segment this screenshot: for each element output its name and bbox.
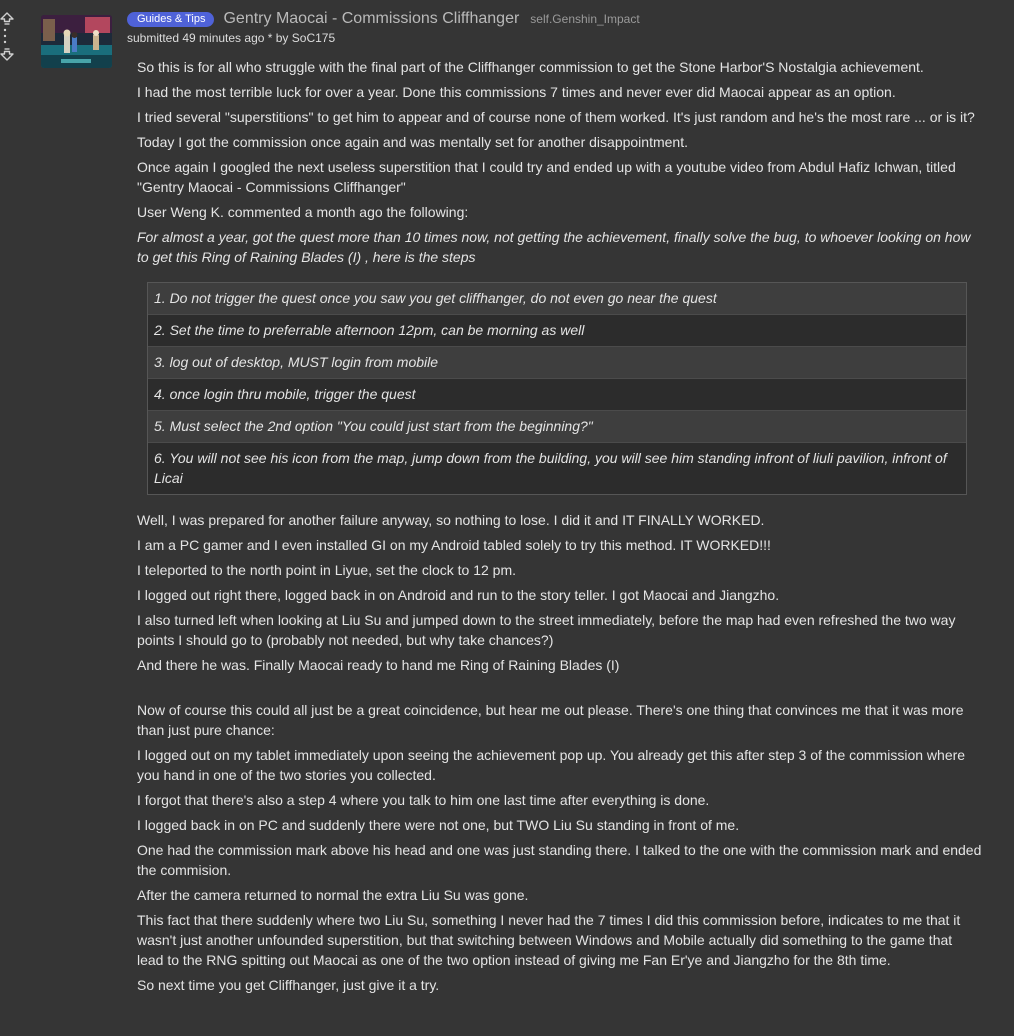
body-paragraph: I am a PC gamer and I even installed GI on my Android tabled solely to try this method. IT WORKED!!! [137,537,771,553]
body-paragraph: Today I got the commission once again and was mentally set for another disappointment. [137,134,688,150]
steps-table [147,282,967,495]
body-paragraph: I had the most terrible luck for over a year. Done this commissions 7 times and never ever did Maocai appear as an option. [137,84,896,100]
body-paragraph: After the camera returned to normal the extra Liu Su was gone. [137,887,529,903]
upvote-arrow-icon[interactable] [0,12,14,26]
author-link[interactable]: SoC175 [291,31,336,45]
flair-badge[interactable]: Guides & Tips [127,12,214,27]
step-row: 1. Do not trigger the quest once you saw you get cliffhanger, do not even go near the quest [148,283,966,315]
body-paragraph: I teleported to the north point in Liyue, set the clock to 12 pm. [137,562,517,578]
quoted-comment: For almost a year, got the quest more than 10 times now, not getting the achievement, finally solve the bug, to whoever looking on how to get this Ring of Raining Blades (I) , here is the steps [137,229,971,265]
body-paragraph: I logged out on my tablet immediately upon seeing the achievement pop up. You already get this after step 3 of the commission where you hand in one of the two stories you collected. [137,747,966,783]
step-row: 2. Set the time to preferrable afternoon 12pm, can be morning as well [148,315,966,347]
score-dots-icon [3,27,7,45]
step-row: 4. once login thru mobile, trigger the quest [148,379,966,411]
body-paragraph: So next time you get Cliffhanger, just give it a try. [137,977,440,993]
post-tagline [127,31,1004,45]
body-paragraph: I logged back in on PC and suddenly there were not one, but TWO Liu Su standing in front of me. [137,817,740,833]
body-paragraph: Now of course this could all just be a great coincidence, but hear me out please. There's one thing that convinces me that it was more than just pure chance: [137,702,964,738]
post-thumbnail[interactable] [41,15,112,68]
downvote-arrow-icon[interactable] [0,47,14,61]
post-title[interactable]: Gentry Maocai - Commissions Cliffhanger [223,10,520,27]
step-row: 3. log out of desktop, MUST login from mobile [148,347,966,379]
body-paragraph: I forgot that there's also a step 4 where you talk to him one last time after everything is done. [137,792,710,808]
body-paragraph: This fact that there suddenly where two Liu Su, something I never had the 7 times I did this commission before, indicates to me that it wasn't just another unfounded superstition, but that switching between Windows and Mobile actually did something to the game that lead to the RNG spitting out Maocai as one of the two option instead of giving me Fan Er'ye and Jiangzho for the 8th time. [137,912,961,968]
body-paragraph: So this is for all who struggle with the final part of the Cliffhanger commission to get the Stone Harbor'S Nostalgia achievement. [137,59,924,75]
body-paragraph: Well, I was prepared for another failure anyway, so nothing to lose. I did it and IT FINALLY WORKED. [137,512,765,528]
post-body [137,57,982,1000]
paragraph-spacer [137,680,982,700]
submitted-text: submitted 49 minutes ago * by [127,31,289,45]
body-paragraph: Once again I googled the next useless superstition that I could try and ended up with a youtube video from Abdul Hafiz Ichwan, titled "Gentry Maocai - Commissions Cliffhanger" [137,159,956,195]
body-paragraph: I logged out right there, logged back in on Android and run to the story teller. I got Maocai and Jiangzho. [137,587,780,603]
body-paragraph: I tried several "superstitions" to get him to appear and of course none of them worked. It's just random and he's the most rare ... or is it? [137,109,975,125]
post-domain[interactable]: self.Genshin_Impact [530,12,640,26]
post-header [127,9,1004,45]
body-paragraph: I also turned left when looking at Liu Su and jumped down to the street immediately, before the map had even refreshed the two way points I should go to (probably not needed, but why take chances?) [137,612,956,648]
body-paragraph: One had the commission mark above his head and one was just standing there. I talked to the one with the commission mark and ended the commision. [137,842,982,878]
vote-column [0,12,14,61]
step-row: 5. Must select the 2nd option "You could just start from the beginning?" [148,411,966,443]
title-line [127,9,1004,29]
step-row: 6. You will not see his icon from the map, jump down from the building, you will see him standing infront of liuli pavilion, infront of Licai [148,443,966,494]
body-paragraph: And there he was. Finally Maocai ready to hand me Ring of Raining Blades (I) [137,657,620,673]
body-paragraph: User Weng K. commented a month ago the following: [137,204,469,220]
